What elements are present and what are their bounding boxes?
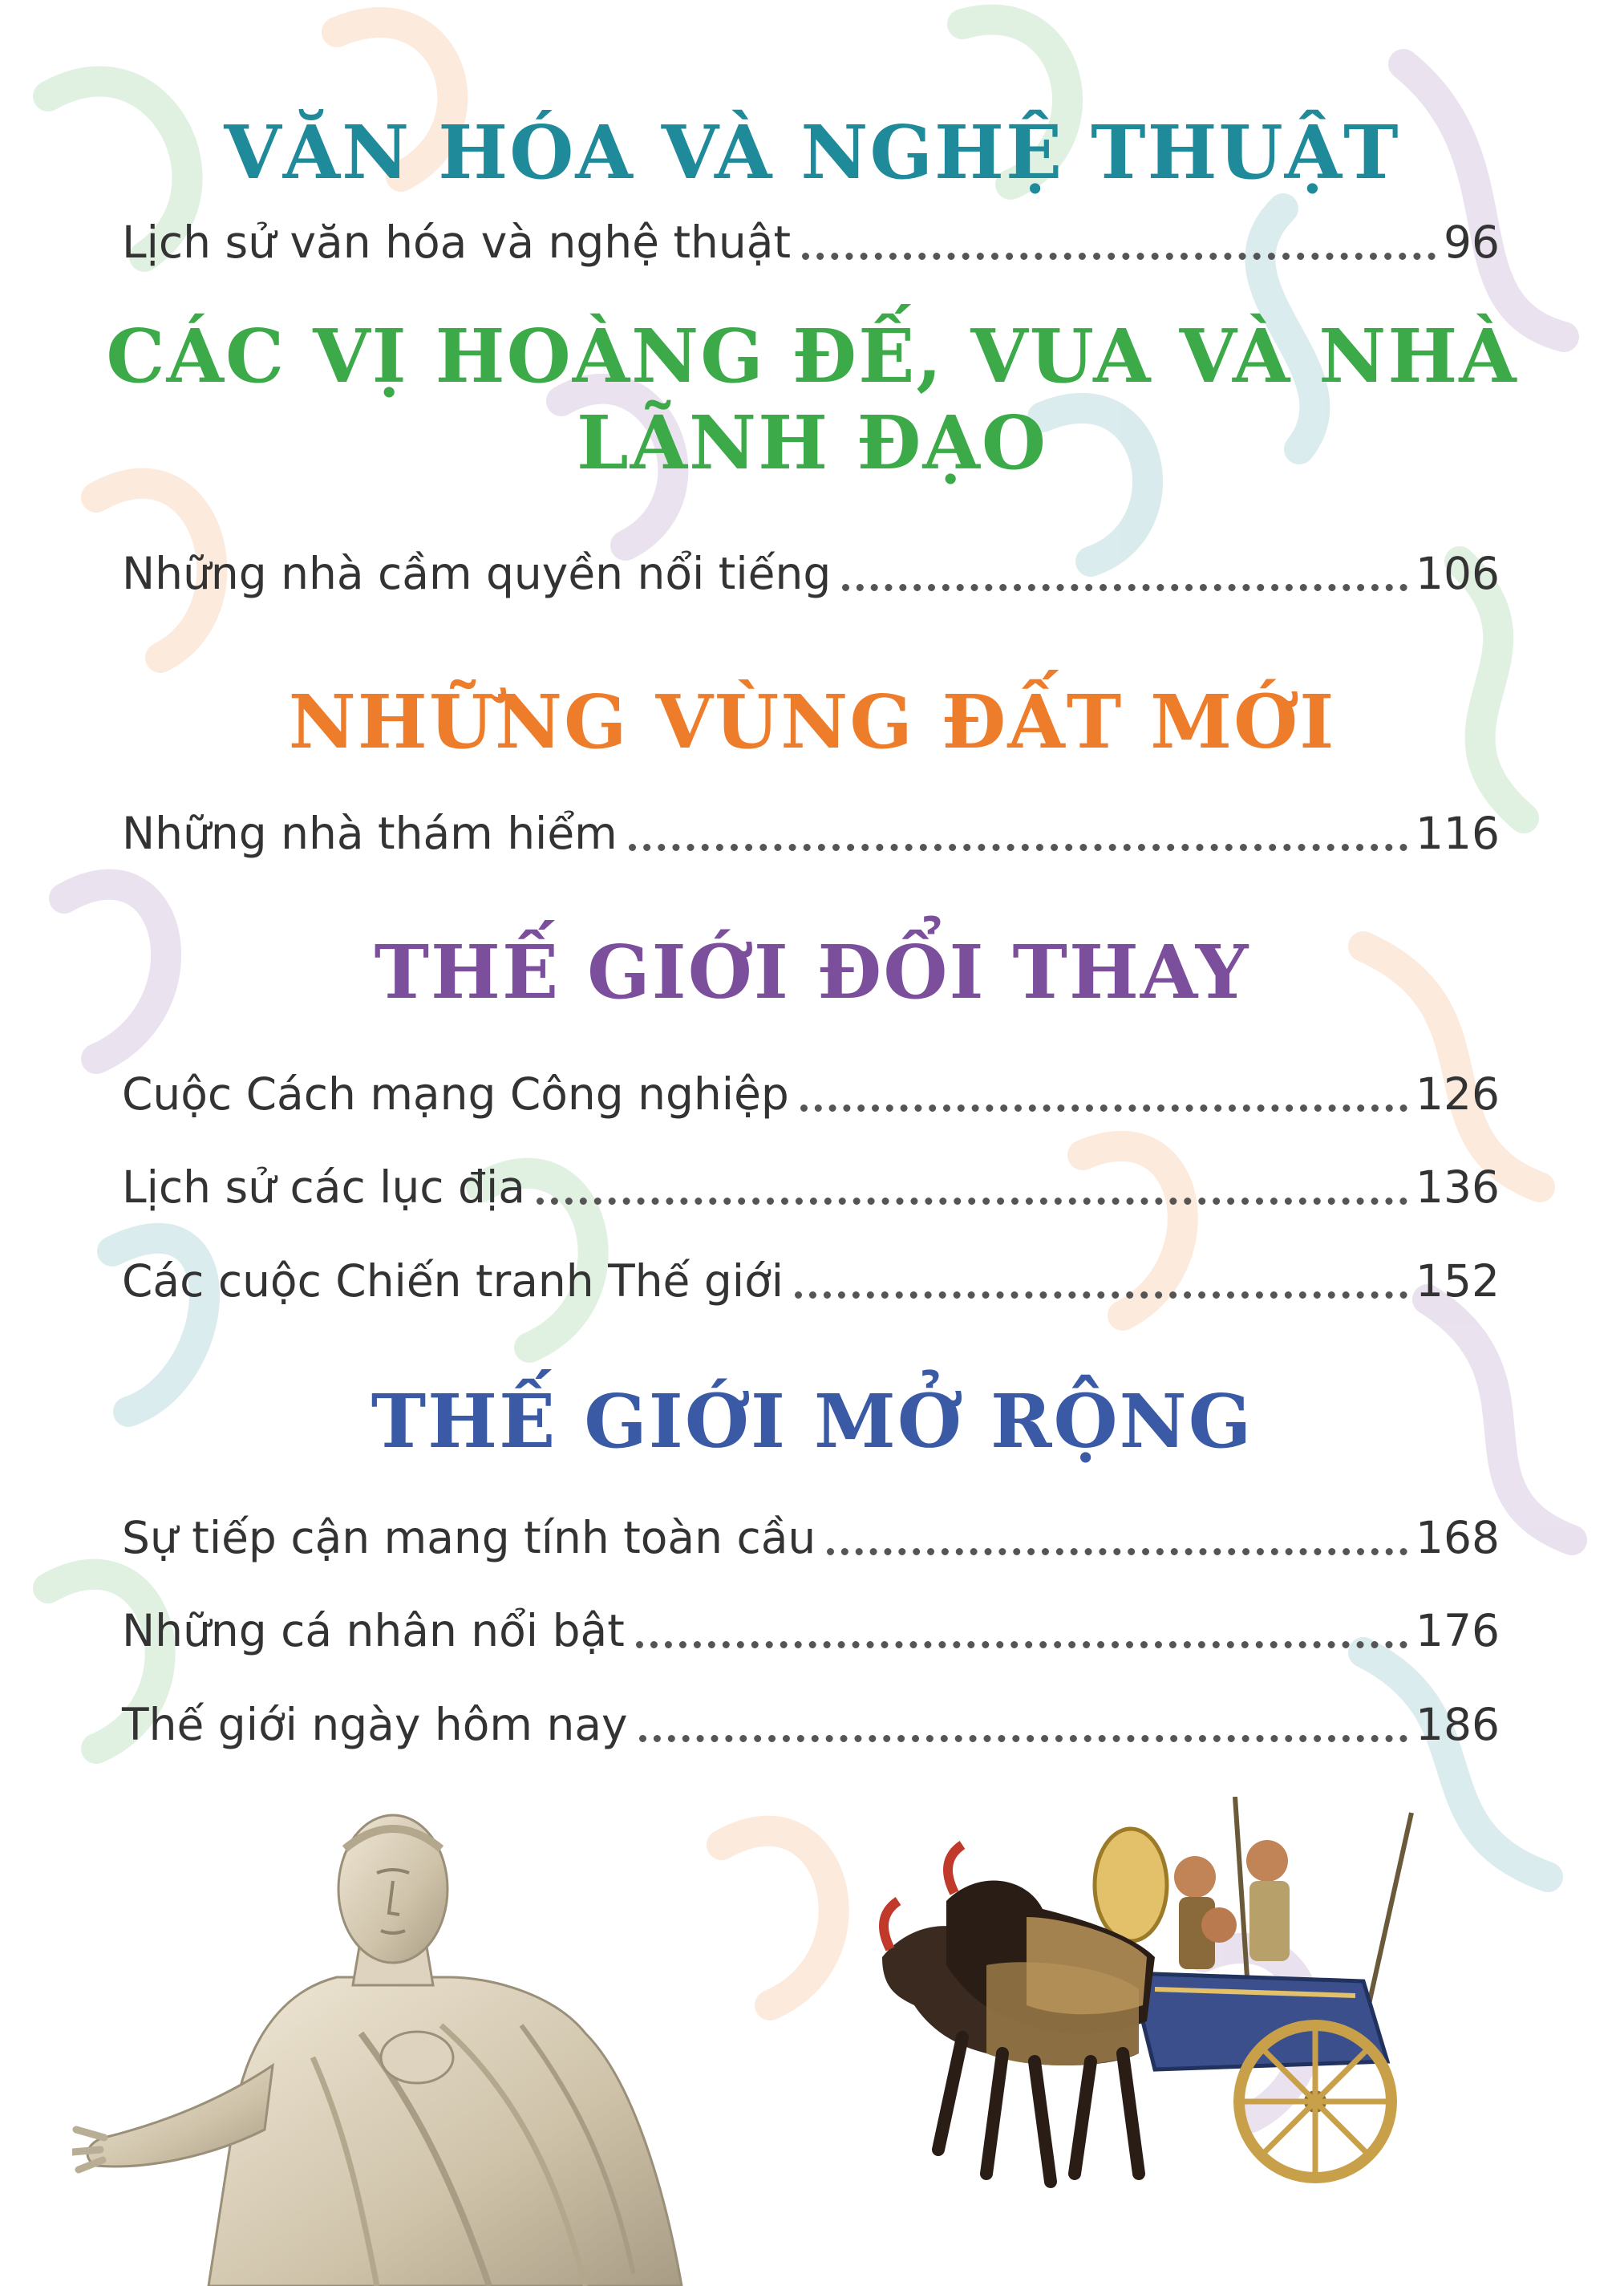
leader-dots: [827, 1548, 1407, 1555]
toc-entry-page: 136: [1415, 1161, 1500, 1213]
leader-dots: [795, 1291, 1407, 1299]
toc-entry[interactable]: [122, 801, 1500, 865]
toc-entry[interactable]: [122, 1692, 1500, 1757]
toc-entry[interactable]: [122, 541, 1500, 606]
toc-entry-label: Cuộc Cách mạng Công nghiệp: [122, 1068, 789, 1120]
toc-entry-page: 126: [1415, 1068, 1500, 1120]
toc-entry-label: Lịch sử văn hóa và nghệ thuật: [122, 217, 792, 268]
toc-entry-page: 176: [1415, 1605, 1500, 1656]
toc-entry-label: Sự tiếp cận mang tính toàn cầu: [122, 1512, 816, 1563]
section-title-hoang-de-line2: LÃNH ĐẠO: [576, 399, 1048, 486]
toc-entry[interactable]: [122, 1599, 1500, 1663]
toc-entry[interactable]: [122, 1249, 1500, 1313]
section-title-van-hoa: VĂN HÓA VÀ NGHỆ THUẬT: [224, 109, 1400, 196]
toc-entry-label: Những nhà cầm quyền nổi tiếng: [122, 548, 832, 599]
leader-dots: [636, 1641, 1407, 1648]
toc-entry[interactable]: [122, 1062, 1500, 1126]
toc-entry-label: Những nhà thám hiểm: [122, 808, 618, 859]
toc-entry-page: 106: [1415, 548, 1500, 599]
toc-entry[interactable]: [122, 210, 1500, 274]
toc-entry[interactable]: [122, 1155, 1500, 1219]
toc-entry-label: Thế giới ngày hôm nay: [122, 1699, 628, 1750]
toc-entry-label: Lịch sử các lục địa: [122, 1161, 525, 1213]
toc-entry[interactable]: [122, 1506, 1500, 1570]
section-title-hoang-de-line1: CÁC VỊ HOÀNG ĐẾ, VUA VÀ NHÀ: [106, 313, 1518, 399]
toc-entry-page: 96: [1444, 217, 1500, 268]
section-title-vung-dat-moi: NHỮNG VÙNG ĐẤT MỚI: [288, 679, 1336, 765]
toc-entry-label: Các cuộc Chiến tranh Thế giới: [122, 1255, 784, 1307]
leader-dots: [639, 1735, 1407, 1742]
leader-dots: [800, 1104, 1407, 1112]
leader-dots: [802, 253, 1436, 260]
section-title-the-gioi-mo-rong: THẾ GIỚI MỞ RỘNG: [371, 1378, 1253, 1465]
section-title-the-gioi-doi-thay: THẾ GIỚI ĐỔI THAY: [374, 929, 1250, 1015]
roman-statue-illustration: [72, 1793, 762, 2286]
leader-dots: [537, 1198, 1407, 1205]
leader-dots: [629, 844, 1407, 851]
leader-dots: [842, 584, 1407, 591]
toc-entry-page: 152: [1415, 1255, 1500, 1307]
toc-entry-label: Những cá nhân nổi bật: [122, 1605, 625, 1656]
toc-entry-page: 186: [1415, 1699, 1500, 1750]
toc-entry-page: 168: [1415, 1512, 1500, 1563]
toc-entry-page: 116: [1415, 808, 1500, 859]
chariot-illustration: [866, 1797, 1428, 2262]
